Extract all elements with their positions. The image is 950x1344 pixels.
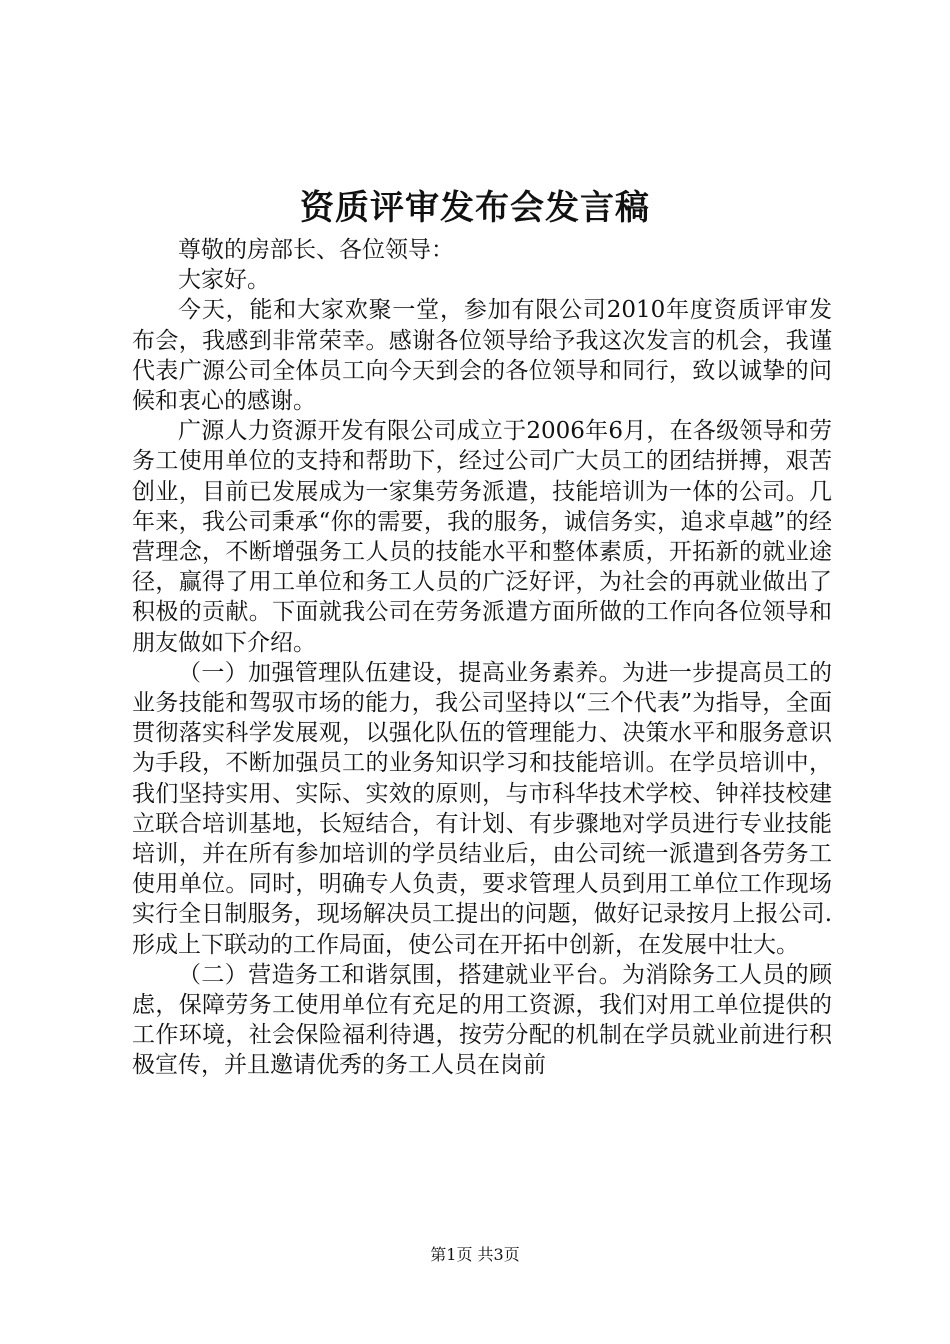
greeting: 大家好。: [178, 267, 270, 294]
document-body: [132, 235, 832, 1081]
paragraph-section-2: （二）营造务工和谐氛围，搭建就业平台。为消除务工人员的顾虑，保障劳务工使用单位有充足的用工资源，我们对用工单位提供的工作环境，社会保险福利待遇，按劳分配的机制在学员就业前进行积极宣传，并且邀请优秀的务工人员在岗前: [132, 961, 832, 1079]
salutation: 尊敬的房部长、各位领导：: [178, 237, 454, 263]
paragraph-section-1: （一）加强管理队伍建设，提高业务素养。为进一步提高员工的业务技能和驾驭市场的能力，我公司坚持以“三个代表”为指导，全面贯彻落实科学发展观，以强化队伍的管理能力、决策水平和服务意识为手段，不断加强员工的业务知识学习和技能培训。在学员培训中，我们坚持实用、实际、实效的原则，与市科华技术学校、钟祥技校建立联合培训基地，长短结合，有计划、有步骤地对学员进行专业技能培训，并在所有参加培训的学员结业后，由公司统一派遣到各劳务工使用单位。同时，明确专人负责，要求管理人员到用工单位工作现场实行全日制服务，现场解决员工提出的问题，做好记录按月上报公司.形成上下联动的工作局面，使公司在开拓中创新，在发展中壮大。: [132, 659, 832, 958]
paragraph-company: 广源人力资源开发有限公司成立于2006年6月，在各级领导和劳务工使用单位的支持和帮助下，经过公司广大员工的团结拼搏，艰苦创业，目前已发展成为一家集劳务派遣，技能培训为一体的公司。几年来，我公司秉承“你的需要，我的服务，诚信务实，追求卓越”的经营理念，不断增强务工人员的技能水平和整体素质，开拓新的就业途径，赢得了用工单位和务工人员的广泛好评，为社会的再就业做出了积极的贡献。下面就我公司在劳务派遣方面所做的工作向各位领导和朋友做如下介绍。: [132, 418, 832, 656]
paragraph-intro: 今天，能和大家欢聚一堂，参加有限公司2010年度资质评审发布会，我感到非常荣幸。感谢各位领导给予我这次发言的机会，我谨代表广源公司全体员工向今天到会的各位领导和同行，致以诚挚的问候和衷心的感谢。: [132, 297, 832, 415]
document-title: 资质评审发布会发言稿: [300, 188, 650, 228]
page-footer: 第1页 共3页: [430, 1245, 520, 1264]
